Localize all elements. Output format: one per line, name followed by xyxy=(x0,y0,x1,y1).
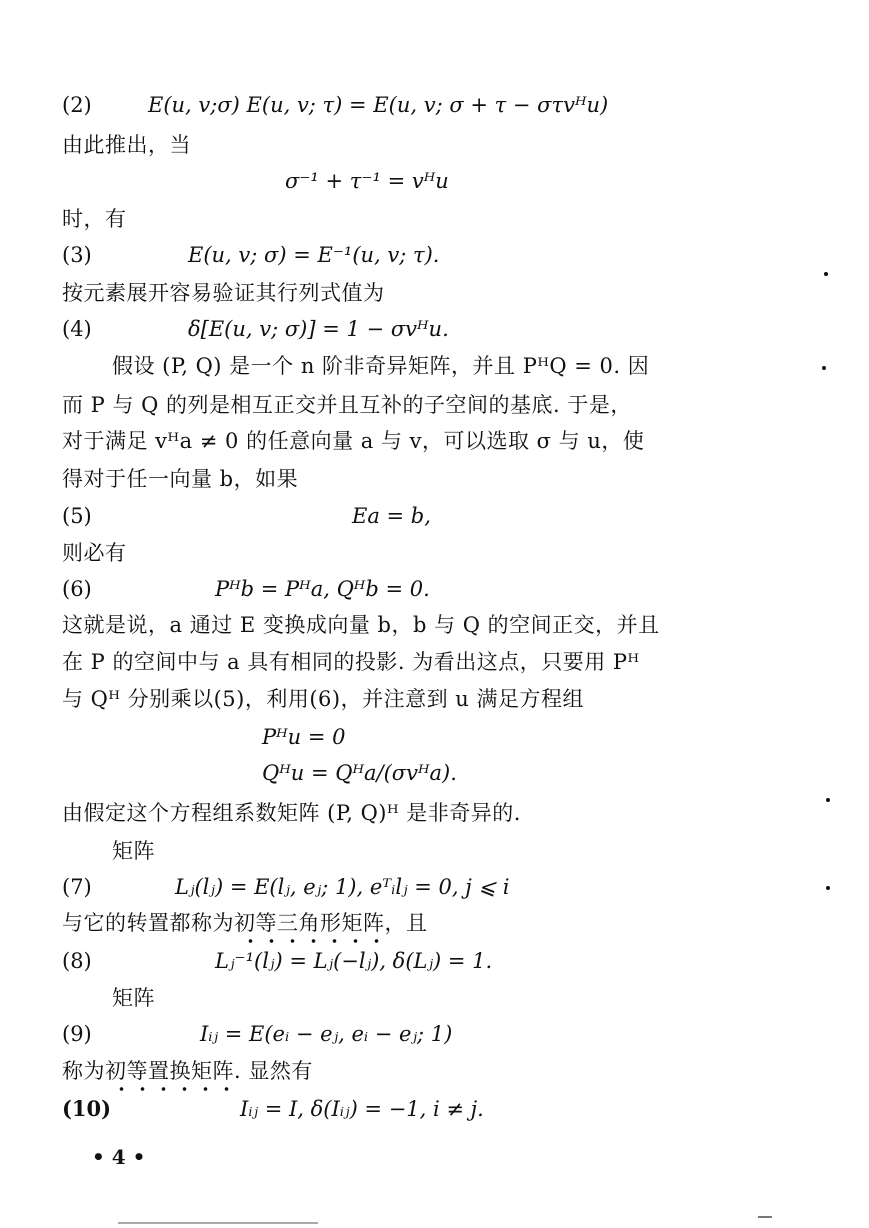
equation: E(u, v;σ) E(u, v; τ) = E(u, v; σ + τ − στvᴴu) xyxy=(148,93,609,117)
equation: E(u, v; σ) = E⁻¹(u, v; τ). xyxy=(188,243,440,267)
scan-mark xyxy=(826,798,830,802)
text-line: 由假定这个方程组系数矩阵 (P, Q)ᴴ 是非奇异的. xyxy=(62,801,521,825)
text-segment: ，且 xyxy=(384,911,428,935)
equation-number: (2) xyxy=(62,93,92,117)
text-line: 按元素展开容易验证其行列式值为 xyxy=(62,281,385,305)
text-line: 在 P 的空间中与 a 具有相同的投影. 为看出这点，只要用 Pᴴ xyxy=(62,650,640,674)
text-line: 这就是说，a 通过 E 变换成向量 b，b 与 Q 的空间正交，并且 xyxy=(62,613,660,637)
text-line: 矩阵 xyxy=(112,839,155,863)
equation-number: (4) xyxy=(62,317,92,341)
page-number: • 4 • xyxy=(92,1145,146,1169)
text-segment: 与它的转置都称为 xyxy=(62,911,234,935)
equation-number: (7) xyxy=(62,875,92,899)
emphasized-term: 初等置换矩阵 xyxy=(105,1059,234,1083)
emphasized-term: 初等三角形矩阵 xyxy=(234,911,385,935)
text-line: 与 Qᴴ 分别乘以(5)，利用(6)，并注意到 u 满足方程组 xyxy=(62,687,584,711)
equation: Iᵢⱼ = E(eᵢ − eⱼ, eᵢ − eⱼ; 1) xyxy=(200,1022,453,1046)
text-segment: 称为 xyxy=(62,1059,105,1083)
scan-mark xyxy=(822,366,826,370)
text-segment: . 显然有 xyxy=(234,1059,313,1083)
equation-number: (9) xyxy=(62,1022,92,1046)
equation: Lⱼ(lⱼ) = E(lⱼ, eⱼ; 1), eᵀᵢlⱼ = 0, j ⩽ i xyxy=(175,875,510,899)
equation: Lⱼ⁻¹(lⱼ) = Lⱼ(−lⱼ), δ(Lⱼ) = 1. xyxy=(215,949,493,973)
text-line: 对于满足 vᴴa ≠ 0 的任意向量 a 与 v，可以选取 σ 与 u，使 xyxy=(62,429,645,453)
text-line xyxy=(62,910,428,936)
text-line: 而 P 与 Q 的列是相互正交并且互补的子空间的基底. 于是， xyxy=(62,393,632,417)
equation-number: (8) xyxy=(62,949,92,973)
equation-number: (6) xyxy=(62,577,92,601)
text-line: 矩阵 xyxy=(112,986,155,1010)
text-line: 得对于任一向量 b，如果 xyxy=(62,467,299,491)
scan-mark xyxy=(826,886,830,890)
equation: Pᴴb = Pᴴa, Qᴴb = 0. xyxy=(215,577,430,601)
equation-number: (10) xyxy=(62,1096,112,1121)
equation-number: (3) xyxy=(62,243,92,267)
text-line: 则必有 xyxy=(62,541,127,565)
equation: σ⁻¹ + τ⁻¹ = vᴴu xyxy=(285,169,449,193)
equation-number: (5) xyxy=(62,504,92,528)
scan-artifact xyxy=(118,1222,318,1224)
equation: Iᵢⱼ = I, δ(Iᵢⱼ) = −1, i ≠ j. xyxy=(240,1097,484,1121)
scan-mark xyxy=(824,272,828,276)
scan-artifact xyxy=(758,1216,772,1218)
equation: Qᴴu = Qᴴa/(σvᴴa). xyxy=(262,761,457,785)
text-line: 由此推出，当 xyxy=(62,133,191,157)
equation: δ[E(u, v; σ)] = 1 − σvᴴu. xyxy=(188,317,449,341)
text-line xyxy=(62,1058,313,1084)
equation: Pᴴu = 0 xyxy=(262,725,346,749)
text-line: 假设 (P, Q) 是一个 n 阶非奇异矩阵，并且 PᴴQ = 0. 因 xyxy=(112,354,650,378)
text-line: 时，有 xyxy=(62,207,127,231)
equation: Ea = b, xyxy=(352,504,431,528)
